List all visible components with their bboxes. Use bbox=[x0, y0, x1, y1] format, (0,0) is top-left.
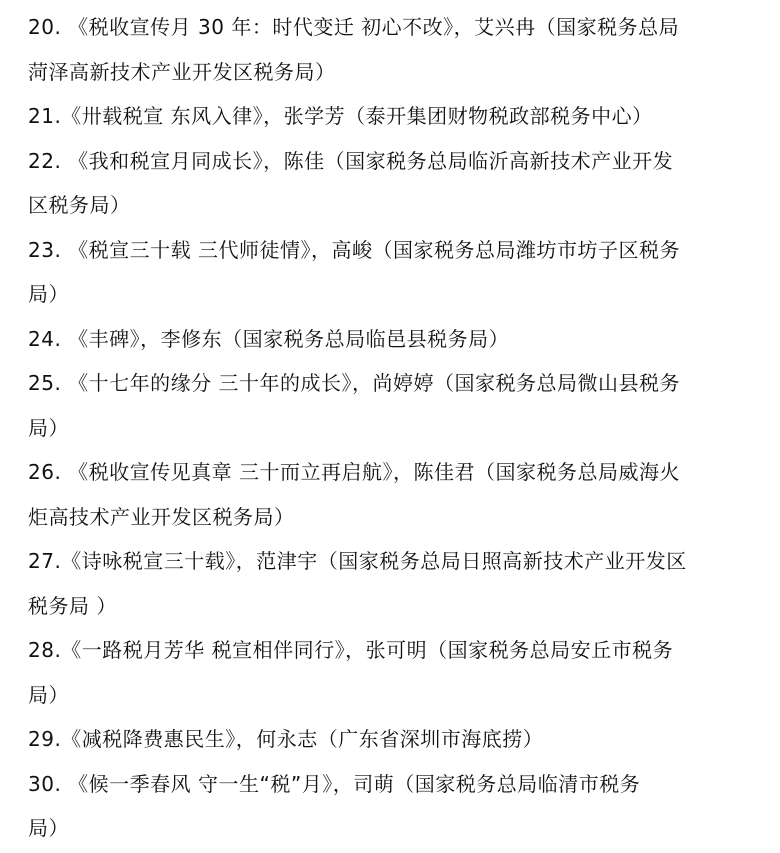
text-line: 局） bbox=[28, 282, 69, 306]
text-line: 30. 《候一季春风 守一生“税”月》，司萌（国家税务总局临清市税务 bbox=[28, 771, 641, 796]
text-line: 21.《卅载税宣 东风入律》，张学芳（泰开集团财物税政部税务中心） bbox=[28, 104, 653, 128]
text-line: 22. 《我和税宣月同成长》，陈佳（国家税务总局临沂高新技术产业开发 bbox=[28, 148, 674, 173]
text-line: 20. 《税收宣传月 30 年：时代变迁 初心不改》，艾兴冉（国家税务总局 bbox=[28, 15, 680, 39]
text-line: 菏泽高新技术产业开发区税务局） bbox=[28, 59, 336, 84]
text-line: 局） bbox=[28, 816, 69, 840]
text-line: 29.《减税降费惠民生》，何永志（广东省深圳市海底捞） bbox=[28, 727, 544, 751]
text-line: 24. 《丰碑》，李修东（国家税务总局临邑县税务局） bbox=[28, 326, 510, 351]
text-line: 25. 《十七年的缘分 三十年的成长》，尚婷婷（国家税务总局微山县税务 bbox=[28, 371, 681, 395]
text-line: 炬高技术产业开发区税务局） bbox=[28, 504, 295, 529]
text-line: 26. 《税收宣传见真章 三十而立再启航》，陈佳君（国家税务总局威海火 bbox=[28, 460, 681, 484]
text-line: 27.《诗咏税宣三十载》，范津宇（国家税务总局日照高新技术产业开发区 bbox=[28, 549, 687, 573]
text-line: 23. 《税宣三十载 三代师徒情》，高峻（国家税务总局潍坊市坊子区税务 bbox=[28, 237, 681, 262]
text-line: 税务局 ） bbox=[28, 593, 117, 618]
text-line: 局） bbox=[28, 415, 69, 440]
text-line: 区税务局） bbox=[28, 193, 131, 217]
text-line: 28.《一路税月芳华 税宣相伴同行》，张可明（国家税务总局安丘市税务 bbox=[28, 638, 674, 662]
text-line: 局） bbox=[28, 682, 69, 707]
